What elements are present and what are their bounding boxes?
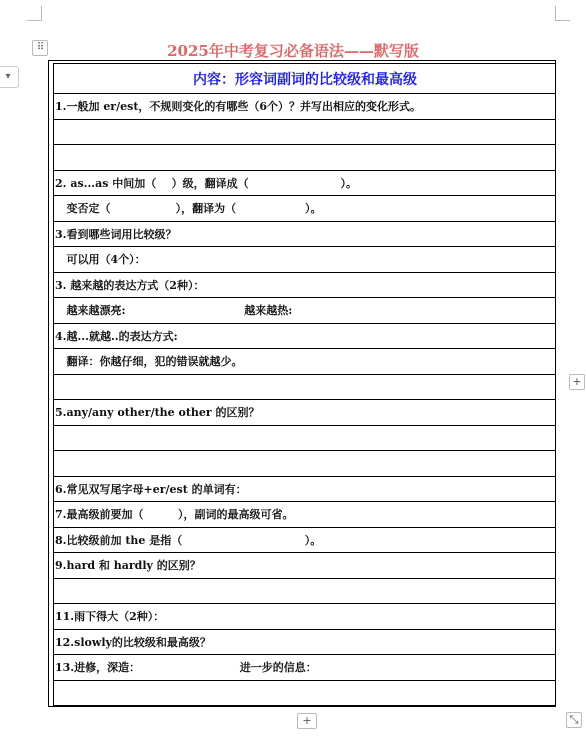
drag-grip-icon: ⠿ bbox=[36, 42, 44, 53]
navigation-toggle[interactable] bbox=[0, 66, 19, 88]
resize-icon: ⤡ bbox=[569, 713, 579, 726]
add-column-button[interactable] bbox=[569, 374, 585, 390]
table-row[interactable] bbox=[54, 425, 556, 451]
add-row-button[interactable] bbox=[297, 713, 317, 729]
table-row[interactable]: 7.最高级前要加（ ），副词的最高级可省。 bbox=[54, 502, 556, 528]
table-row[interactable]: 4.越...就越..的表达方式: bbox=[54, 323, 556, 349]
table-row[interactable] bbox=[54, 680, 556, 706]
table-row[interactable] bbox=[54, 145, 556, 171]
worksheet-table bbox=[53, 63, 556, 706]
table-row[interactable]: 11.雨下得大（2种）： bbox=[54, 604, 556, 630]
table-row[interactable] bbox=[54, 451, 556, 477]
table-row[interactable]: 12.slowly的比较级和最高级？ bbox=[54, 629, 556, 655]
page-corner-mark-top-right bbox=[555, 6, 570, 21]
table-row[interactable]: 13.进修，深造： 进一步的信息： bbox=[54, 655, 556, 681]
table-row[interactable]: 变否定（ ），翻译为（ ）。 bbox=[54, 196, 556, 222]
document-title: 2025年中考复习必备语法——默写版 bbox=[167, 42, 419, 60]
page-corner-mark-top-left bbox=[27, 6, 42, 21]
table-header[interactable]: 内容：形容词副词的比较级和最高级 bbox=[54, 64, 556, 94]
table-row[interactable]: 5.any/any other/the other 的区别？ bbox=[54, 400, 556, 426]
table-row[interactable]: 可以用（4个）： bbox=[54, 247, 556, 273]
chevron-down-icon: ▾ bbox=[5, 71, 11, 82]
table-row[interactable] bbox=[54, 578, 556, 604]
table-row[interactable]: 9.hard 和 hardly 的区别？ bbox=[54, 553, 556, 579]
table-resize-handle[interactable] bbox=[566, 712, 582, 728]
plus-icon: + bbox=[572, 375, 582, 388]
table-row[interactable] bbox=[54, 374, 556, 400]
table-row[interactable]: 8.比较级前加 the 是指（ ）。 bbox=[54, 527, 556, 553]
table-row[interactable]: 1.一般加 er/est，不规则变化的有哪些（6个）？并写出相应的变化形式。 bbox=[54, 94, 556, 120]
table-row[interactable]: 翻译：你越仔细，犯的错误就越少。 bbox=[54, 349, 556, 375]
table-row[interactable]: 6.常见双写尾字母+er/est 的单词有： bbox=[54, 476, 556, 502]
table-row[interactable] bbox=[54, 119, 556, 145]
table-row[interactable]: 3.看到哪些词用比较级？ bbox=[54, 221, 556, 247]
table-row[interactable]: 3. 越来越的表达方式（2种）： bbox=[54, 272, 556, 298]
table-row[interactable]: 越来越漂亮: 越来越热: bbox=[54, 298, 556, 324]
plus-icon: + bbox=[302, 714, 312, 727]
table-row[interactable]: 2. as...as 中间加（ ）级，翻译成（ ）。 bbox=[54, 170, 556, 196]
